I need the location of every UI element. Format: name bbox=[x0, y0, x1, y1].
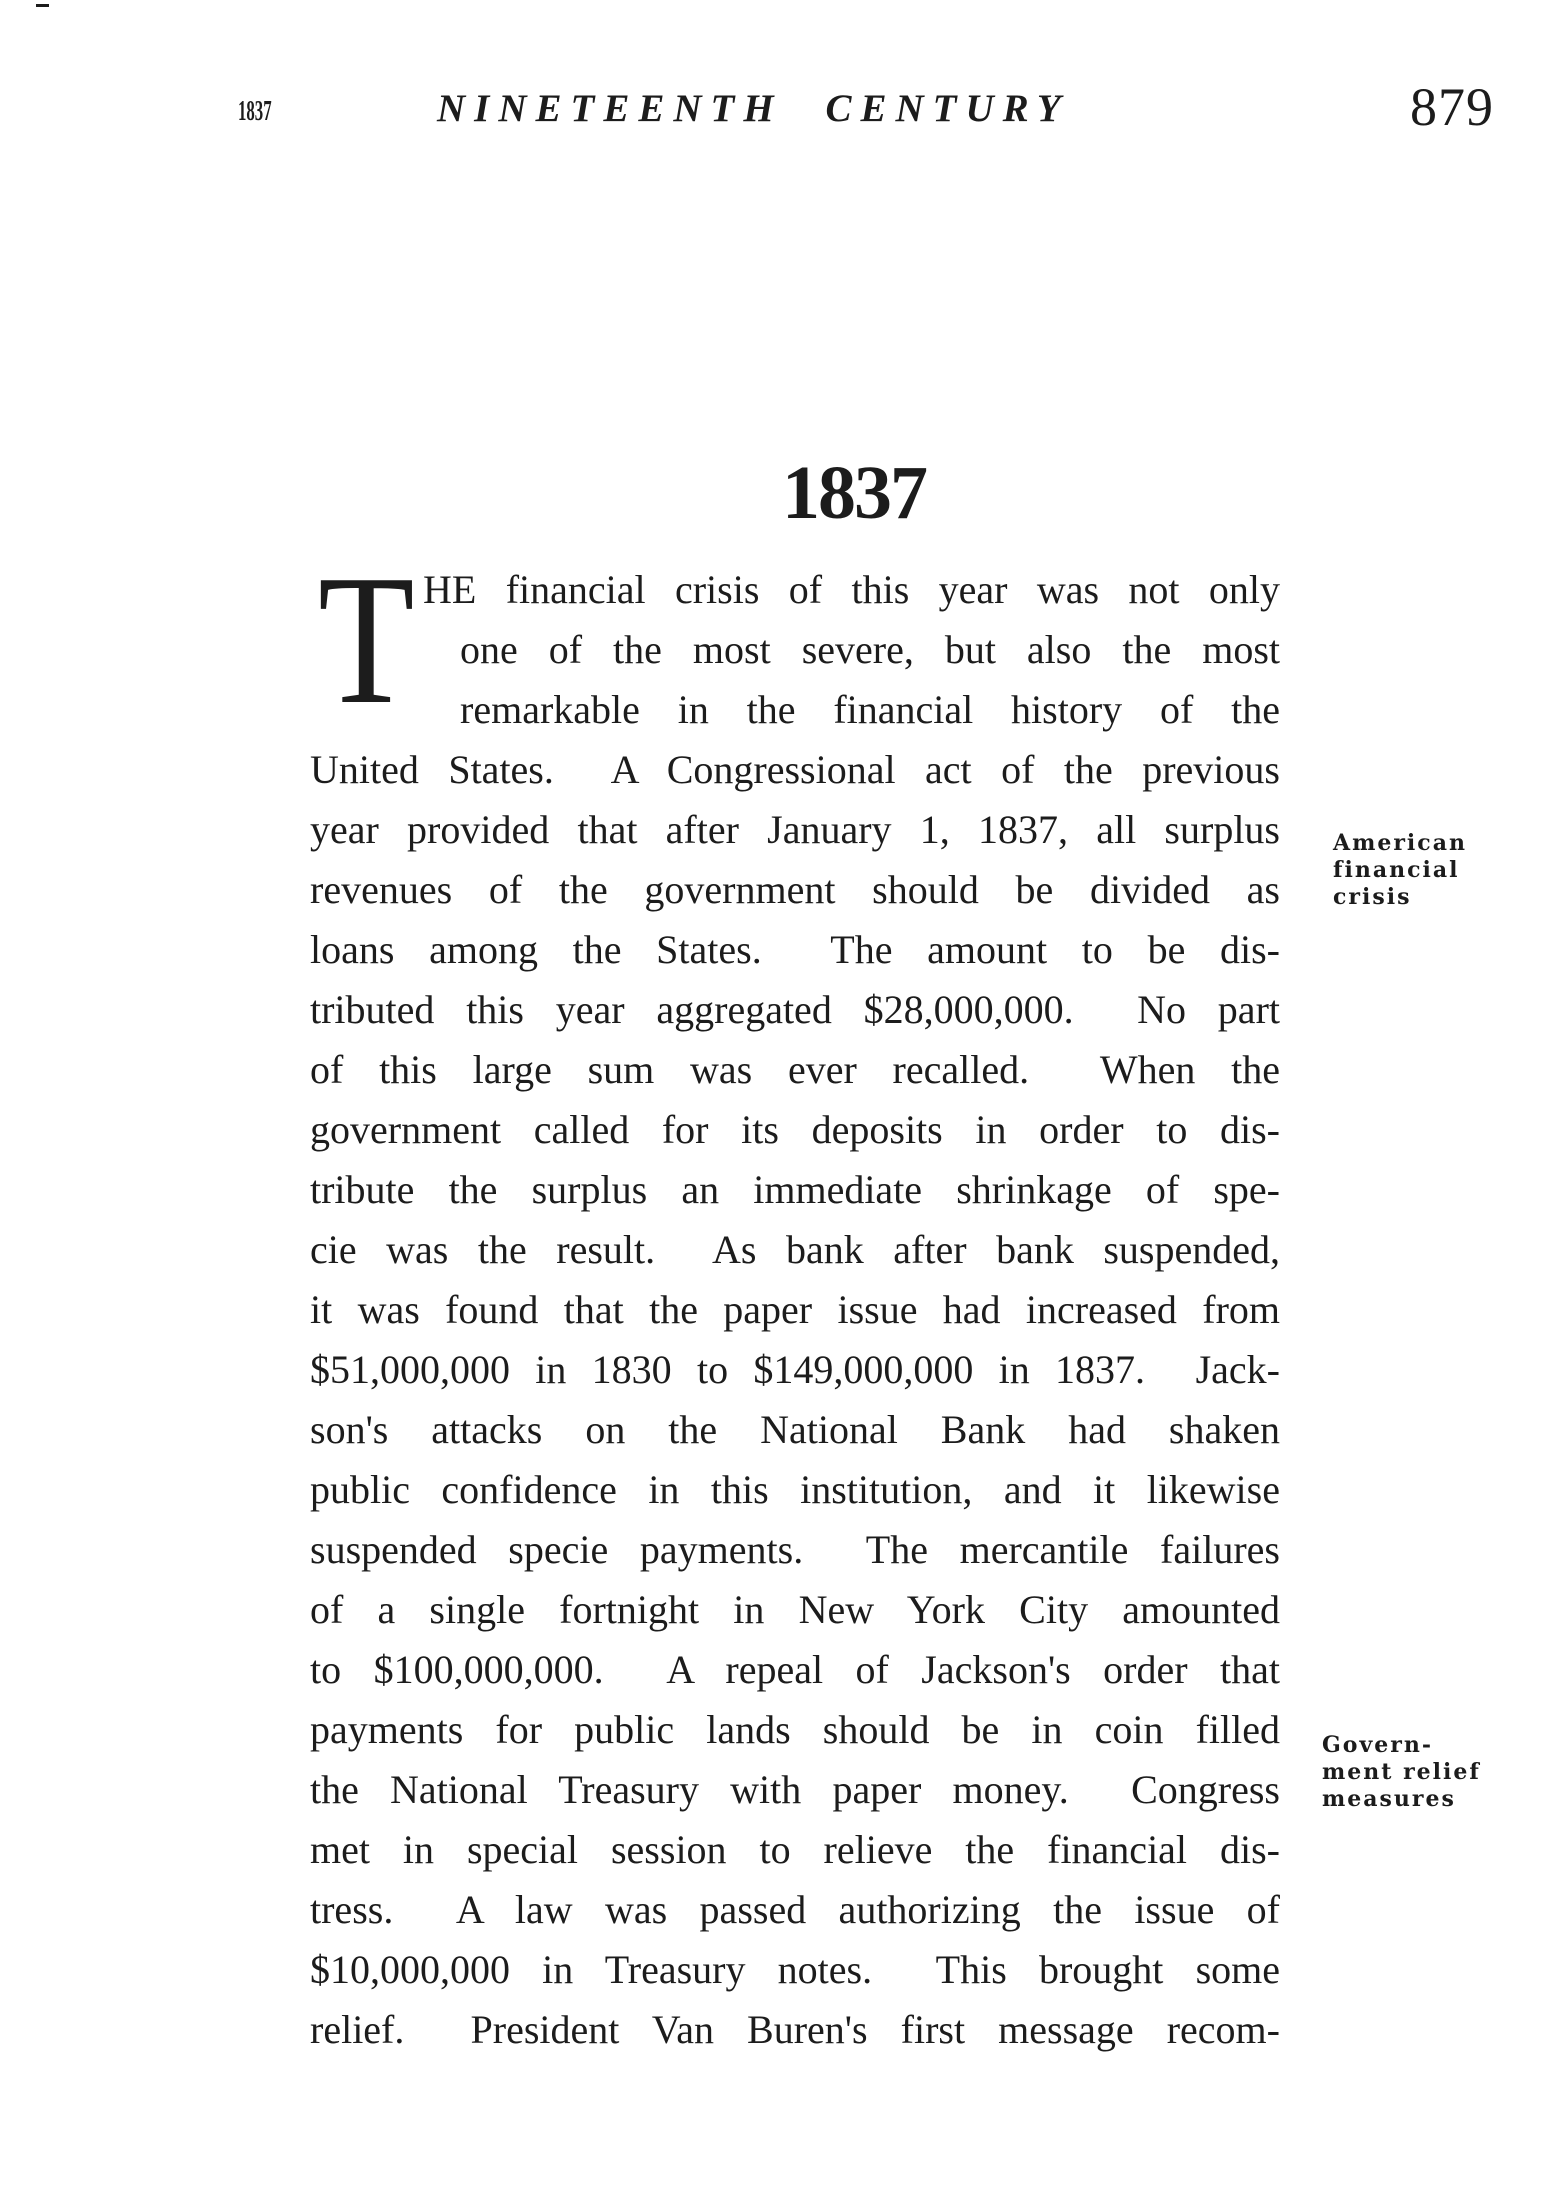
body-text-line: tribute the surplus an immediate shrinkage of spe- bbox=[310, 1167, 1280, 1212]
page-number: 879 bbox=[1410, 77, 1494, 137]
body-text-line: tress. A law was passed authorizing the issue of bbox=[310, 1887, 1280, 1932]
running-header-title: NINETEENTH CENTURY bbox=[437, 87, 1070, 130]
body-text-line: remarkable in the financial history of the bbox=[460, 687, 1280, 732]
chapter-year-title: 1837 bbox=[782, 451, 926, 535]
margin-note-line: ment relief bbox=[1322, 1759, 1481, 1785]
margin-note-line: measures bbox=[1322, 1786, 1456, 1812]
body-text-line: public confidence in this institution, and it likewise bbox=[310, 1467, 1280, 1512]
body-text-line: HE financial crisis of this year was not only bbox=[423, 567, 1280, 612]
drop-cap-letter: T bbox=[318, 537, 415, 743]
body-text-line: son's attacks on the National Bank had shaken bbox=[310, 1407, 1280, 1452]
stray-ink-mark bbox=[36, 4, 49, 7]
margin-note-line: American bbox=[1333, 830, 1467, 856]
body-text-line: the National Treasury with paper money. Congress bbox=[310, 1767, 1280, 1812]
body-text-line: payments for public lands should be in coin filled bbox=[310, 1707, 1280, 1752]
header-year-label: 1837 bbox=[238, 96, 272, 127]
body-text-line: $51,000,000 in 1830 to $149,000,000 in 1837. Jack- bbox=[310, 1347, 1280, 1392]
paragraph-body bbox=[310, 560, 1280, 2060]
body-text-line: $10,000,000 in Treasury notes. This brought some bbox=[310, 1947, 1280, 1992]
body-text-line: of a single fortnight in New York City amounted bbox=[310, 1587, 1280, 1632]
body-text-line: year provided that after January 1, 1837, all surplus bbox=[310, 807, 1280, 852]
body-text-line: cie was the result. As bank after bank suspended, bbox=[310, 1227, 1280, 1272]
body-text-line: United States. A Congressional act of the previous bbox=[310, 747, 1280, 792]
body-text-line: suspended specie payments. The mercantile failures bbox=[310, 1527, 1280, 1572]
body-text-line: it was found that the paper issue had increased from bbox=[310, 1287, 1280, 1332]
body-text-line: one of the most severe, but also the most bbox=[460, 627, 1280, 672]
body-text-line: to $100,000,000. A repeal of Jackson's order that bbox=[310, 1647, 1280, 1692]
body-text-line: revenues of the government should be divided as bbox=[310, 867, 1280, 912]
body-text-line: tributed this year aggregated $28,000,000. No part bbox=[310, 987, 1280, 1032]
body-text-line: relief. President Van Buren's first message recom- bbox=[310, 2007, 1280, 2052]
margin-note-line: financial bbox=[1333, 857, 1460, 883]
margin-note-american-financial-crisis bbox=[1333, 830, 1556, 911]
margin-note-line: crisis bbox=[1333, 884, 1412, 910]
margin-note-government-relief-measures bbox=[1322, 1732, 1552, 1813]
body-text-line: of this large sum was ever recalled. When the bbox=[310, 1047, 1280, 1092]
margin-note-line: Govern- bbox=[1322, 1732, 1433, 1758]
body-text-line: government called for its deposits in order to dis- bbox=[310, 1107, 1280, 1152]
body-text-line: met in special session to relieve the financial dis- bbox=[310, 1827, 1280, 1872]
body-text-line: loans among the States. The amount to be dis- bbox=[310, 927, 1280, 972]
